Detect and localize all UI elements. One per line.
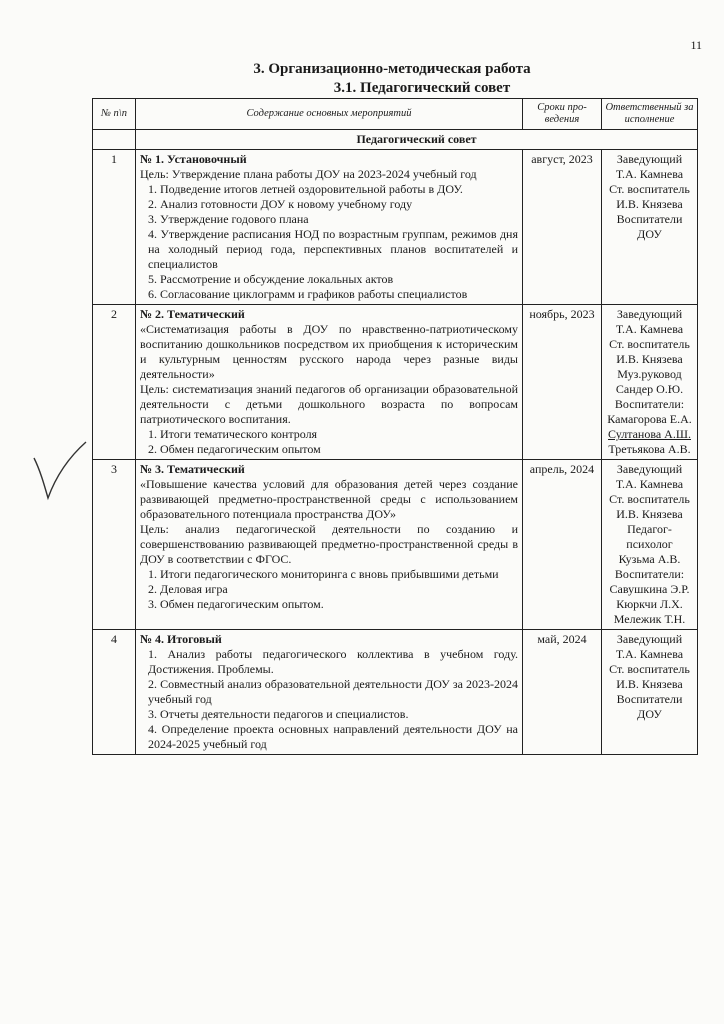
responsible-line: Савушкина Э.Р.	[609, 582, 690, 596]
responsible-line: Мележик Т.Н.	[613, 612, 686, 626]
row-responsible	[602, 630, 698, 755]
responsible-line: Воспитатели:	[614, 397, 685, 411]
header-content: Содержание основных мероприятий	[136, 99, 523, 130]
row-date: апрель, 2024	[523, 460, 602, 630]
responsible-line: Т.А. Камнева	[615, 647, 684, 661]
responsible-line: ДОУ	[637, 707, 662, 721]
list-item: 5. Рассмотрение и обсуждение локальных актов	[148, 272, 394, 286]
responsible-line: Султанова А.Ш.	[608, 427, 691, 441]
responsible-line: Воспитатели	[616, 692, 683, 706]
row-date: август, 2023	[523, 150, 602, 305]
header-dates: Сроки про-ведения	[523, 99, 602, 130]
row-responsible	[602, 305, 698, 460]
responsible-line: Камагорова Е.А.	[607, 412, 692, 426]
table-row	[93, 150, 698, 305]
responsible-line: И.В. Князева	[616, 507, 683, 521]
list-item: 1. Анализ работы педагогического коллектива в учебном году. Достижения. Проблемы.	[148, 647, 518, 676]
list-item: 3. Обмен педагогическим опытом.	[148, 597, 324, 611]
responsible-line: Кюркчи Л.Х.	[616, 597, 683, 611]
council-goal: Цель: систематизация знаний педагогов об организации образовательной деятельности с детьми дошкольного возраста по вопросам патриотического воспитания.	[140, 382, 518, 426]
row-content	[136, 150, 523, 305]
responsible-line: Ст. воспитатель	[609, 662, 690, 676]
responsible-line: Ст. воспитатель	[609, 182, 690, 196]
table-row	[93, 630, 698, 755]
row-number: 1	[93, 150, 136, 305]
responsible-line: Заведующий	[616, 307, 683, 321]
table-row	[93, 460, 698, 630]
table-row	[93, 305, 698, 460]
page-number: 11	[690, 38, 702, 52]
list-item: 1. Итоги педагогического мониторинга с вновь прибывшими детьми	[148, 567, 499, 581]
subsection-heading: 3.1. Педагогический совет	[333, 80, 511, 96]
responsible-line: Воспитатели:	[614, 567, 685, 581]
council-goal: Цель: Утверждение плана работы ДОУ на 2023-2024 учебный год	[140, 167, 477, 181]
list-item: 2. Анализ готовности ДОУ к новому учебному году	[148, 197, 413, 211]
row-number: 4	[93, 630, 136, 755]
row-number: 2	[93, 305, 136, 460]
responsible-line: Третьякова А.В.	[608, 442, 691, 456]
council-theme: «Повышение качества условий для образования детей через создание развивающей предметно-пространственной среды с использованием образовательного потенциала пространства ДОУ»	[140, 477, 518, 521]
responsible-line: И.В. Князева	[616, 677, 683, 691]
responsible-line: Сандер О.Ю.	[615, 382, 684, 396]
row-responsible	[602, 150, 698, 305]
list-item: 4. Определение проекта основных направлений деятельности ДОУ на 2024-2025 учебный год	[148, 722, 518, 751]
row-content	[136, 460, 523, 630]
section-row	[93, 130, 698, 150]
header-responsible: Ответственный за исполнение	[602, 99, 698, 130]
council-title: № 4. Итоговый	[140, 632, 222, 646]
table-header-row	[93, 99, 698, 130]
section-title: Педагогический совет	[136, 130, 698, 150]
list-item: 3. Отчеты деятельности педагогов и специалистов.	[148, 707, 409, 721]
pedagogical-council-table	[92, 98, 698, 755]
council-title: № 2. Тематический	[140, 307, 245, 321]
list-item: 2. Деловая игра	[148, 582, 228, 596]
responsible-line: Муз.руковод	[617, 367, 682, 381]
row-date: май, 2024	[523, 630, 602, 755]
responsible-line: Ст. воспитатель	[609, 337, 690, 351]
list-item: 2. Совместный анализ образовательной деятельности ДОУ за 2023-2024 учебный год	[148, 677, 518, 706]
responsible-line: Т.А. Камнева	[615, 322, 684, 336]
responsible-line: Т.А. Камнева	[615, 167, 684, 181]
responsible-line: Кузьма А.В.	[618, 552, 681, 566]
responsible-line: И.В. Князева	[616, 197, 683, 211]
responsible-line: Заведующий	[616, 632, 683, 646]
list-item: 4. Утверждение расписания НОД по возрастным группам, режимов дня на холодный период года, перспективных планов воспитателей и специалистов	[148, 227, 518, 271]
responsible-line: Заведующий	[616, 152, 683, 166]
handwritten-check-mark	[30, 440, 90, 510]
list-item: 3. Утверждение годового плана	[148, 212, 309, 226]
council-goal: Цель: анализ педагогической деятельности по созданию и совершенствованию развивающей предметно-пространственной среды в ДОУ в соответствии с ФГОС.	[140, 522, 518, 566]
row-content	[136, 305, 523, 460]
row-content	[136, 630, 523, 755]
list-item: 6. Согласование циклограмм и графиков работы специалистов	[148, 287, 468, 301]
header-number: № п\п	[93, 99, 136, 130]
row-date: ноябрь, 2023	[523, 305, 602, 460]
list-item: 1. Итоги тематического контроля	[148, 427, 318, 441]
council-theme: «Систематизация работы в ДОУ по нравственно-патриотическому воспитанию дошкольников посредством их приобщения к историческим и культурным ценностям русского народа через разные виды деятельности»	[140, 322, 518, 381]
council-title: № 1. Установочный	[140, 152, 247, 166]
row-number: 3	[93, 460, 136, 630]
row-responsible	[602, 460, 698, 630]
responsible-line: Т.А. Камнева	[615, 477, 684, 491]
responsible-line: Воспитатели	[616, 212, 683, 226]
responsible-line: Заведующий	[616, 462, 683, 476]
responsible-line: Педагог-психолог	[626, 522, 673, 551]
page-title	[0, 60, 724, 98]
responsible-line: ДОУ	[637, 227, 662, 241]
responsible-line: И.В. Князева	[616, 352, 683, 366]
list-item: 2. Обмен педагогическим опытом	[148, 442, 321, 456]
responsible-line: Ст. воспитатель	[609, 492, 690, 506]
list-item: 1. Подведение итогов летней оздоровительной работы в ДОУ.	[148, 182, 463, 196]
council-title: № 3. Тематический	[140, 462, 245, 476]
section-heading: 3. Организационно-методическая работа	[253, 61, 531, 77]
